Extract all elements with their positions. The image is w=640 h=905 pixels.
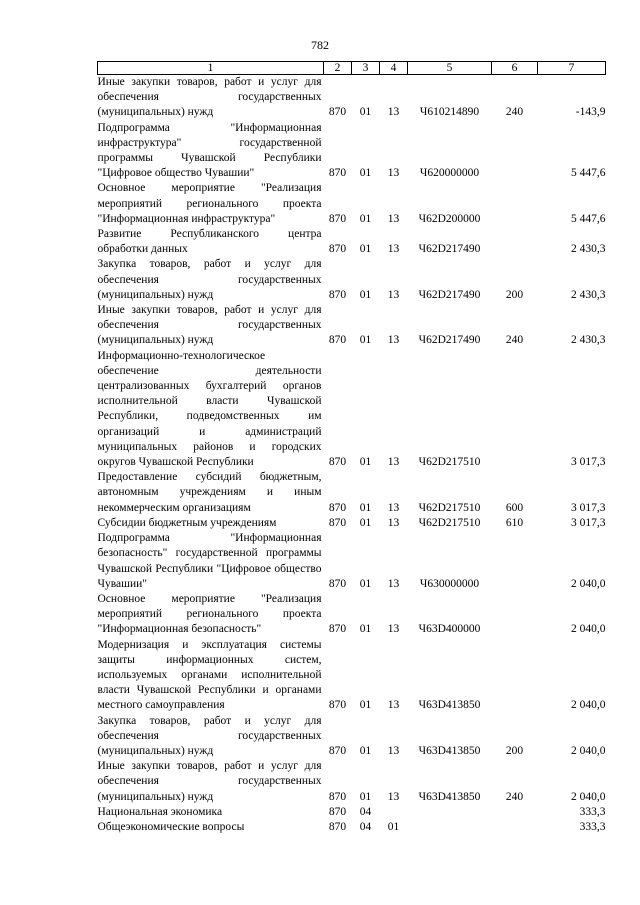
page-number: 782: [311, 38, 329, 52]
item-name-cell: Закупка товаров, работ и услуг для обеспечения государственных (муниципальных) нужд: [97, 258, 322, 301]
expense-type-cell: [492, 820, 538, 835]
table-row: [98, 531, 606, 592]
subsection-cell: 01: [387, 820, 400, 833]
subsection-cell: 13: [387, 516, 400, 529]
subsection-cell: 13: [387, 501, 400, 514]
subsection-cell: 13: [387, 243, 400, 256]
section-cell: 01: [359, 790, 372, 803]
subsection-cell: 13: [387, 456, 400, 469]
table-row: [98, 592, 606, 638]
expense-type-cell: 240: [505, 790, 524, 803]
item-name-cell: Модернизация и эксплуатация системы защиты информационных систем, используемых органами исполнительной власти Чувашской Республики и органами местного самоуправления: [97, 638, 322, 712]
item-name-cell: Субсидии бюджетным учреждениям: [97, 516, 277, 529]
ministry-code-cell: 870: [328, 167, 347, 180]
section-cell: 01: [359, 243, 372, 256]
ministry-code-cell: 870: [328, 106, 347, 119]
header-row: [98, 62, 606, 75]
expense-type-cell: 610: [505, 516, 524, 529]
expense-type-cell: [492, 227, 538, 257]
item-name-cell: Подпрограмма "Информационная безопасность" государственной программы Чувашской Республики "Цифровое общество Чувашии": [97, 532, 322, 590]
section-cell: 04: [359, 805, 372, 818]
table-row: [98, 303, 606, 349]
target-article-cell: Ч62D200000: [418, 212, 481, 225]
target-article-cell: [408, 820, 492, 835]
ministry-code-cell: 870: [328, 243, 347, 256]
table-row: [98, 714, 606, 760]
item-name-cell: Иные закупки товаров, работ и услуг для обеспечения государственных (муниципальных) нужд: [97, 76, 322, 119]
expense-type-cell: [492, 531, 538, 592]
section-cell: 01: [359, 334, 372, 347]
expense-type-cell: [492, 805, 538, 820]
ministry-code-cell: 870: [328, 516, 347, 529]
table-row: [98, 181, 606, 227]
header-cell: 2: [324, 62, 352, 75]
expense-type-cell: [492, 349, 538, 471]
amount-cell: 3 017,3: [571, 501, 606, 514]
item-name-cell: Иные закупки товаров, работ и услуг для обеспечения государственных (муниципальных) нужд: [97, 760, 322, 803]
target-article-cell: Ч610214890: [419, 106, 480, 119]
target-article-cell: Ч62D217510: [418, 456, 481, 469]
amount-cell: -143,9: [575, 106, 606, 119]
ministry-code-cell: 870: [328, 501, 347, 514]
subsection-cell: 13: [387, 744, 400, 757]
table-row: [98, 470, 606, 516]
header-cell: 3: [352, 62, 380, 75]
expense-type-cell: 200: [505, 288, 524, 301]
ministry-code-cell: 870: [328, 820, 347, 833]
table-row: [98, 349, 606, 471]
expense-type-cell: [492, 592, 538, 638]
expense-type-cell: 200: [505, 744, 524, 757]
item-name-cell: Информационно-технологическое обеспечение деятельности централизованных бухгалтерий органов исполнительной власти Чувашской Республики, подведомственных им организаций и администраций муниципальных районов и городских округов Чувашской Республики: [97, 349, 322, 469]
section-cell: 01: [359, 516, 372, 529]
amount-cell: 2 040,0: [571, 699, 606, 712]
target-article-cell: Ч620000000: [419, 167, 480, 180]
section-cell: 01: [359, 456, 372, 469]
subsection-cell: 13: [387, 623, 400, 636]
amount-cell: 2 430,3: [571, 288, 606, 301]
expense-type-cell: [492, 121, 538, 182]
table-row: [98, 227, 606, 257]
ministry-code-cell: 870: [328, 805, 347, 818]
section-cell: 01: [359, 744, 372, 757]
amount-cell: 2 430,3: [571, 334, 606, 347]
table-row: [98, 257, 606, 303]
table-body: [98, 75, 606, 836]
item-name-cell: Развитие Республиканского центра обработки данных: [97, 228, 322, 256]
subsection-cell: 13: [387, 699, 400, 712]
target-article-cell: Ч62D217490: [418, 288, 481, 301]
amount-cell: 3 017,3: [571, 456, 606, 469]
amount-cell: 5 447,6: [571, 212, 606, 225]
item-name-cell: Национальная экономика: [97, 805, 223, 818]
ministry-code-cell: 870: [328, 577, 347, 590]
subsection-cell: 13: [387, 790, 400, 803]
section-cell: 01: [359, 623, 372, 636]
amount-cell: 2 040,0: [571, 790, 606, 803]
expense-type-cell: 240: [505, 106, 524, 119]
expense-type-cell: [492, 638, 538, 714]
header-cell: 1: [98, 62, 324, 75]
subsection-cell: 13: [387, 106, 400, 119]
amount-cell: 333,3: [579, 805, 606, 818]
table-row: [98, 516, 606, 531]
header-cell: 4: [380, 62, 408, 75]
section-cell: 01: [359, 501, 372, 514]
subsection-cell: [380, 805, 408, 820]
target-article-cell: Ч62D217510: [418, 516, 481, 529]
amount-cell: 2 040,0: [571, 577, 606, 590]
subsection-cell: 13: [387, 167, 400, 180]
target-article-cell: Ч63D413850: [418, 744, 481, 757]
amount-cell: 2 040,0: [571, 623, 606, 636]
ministry-code-cell: 870: [328, 699, 347, 712]
item-name-cell: Иные закупки товаров, работ и услуг для обеспечения государственных (муниципальных) нужд: [97, 304, 322, 347]
section-cell: 01: [359, 699, 372, 712]
target-article-cell: Ч63D400000: [418, 623, 481, 636]
target-article-cell: Ч62D217490: [418, 243, 481, 256]
item-name-cell: Подпрограмма "Информационная инфраструктура" государственной программы Чувашской Республики "Цифровое общество Чувашии": [97, 121, 322, 180]
table-row: [98, 820, 606, 835]
expense-type-cell: 600: [505, 501, 524, 514]
target-article-cell: Ч62D217490: [418, 334, 481, 347]
expense-type-cell: 240: [505, 334, 524, 347]
amount-cell: 333,3: [579, 820, 606, 833]
ministry-code-cell: 870: [328, 790, 347, 803]
subsection-cell: 13: [387, 334, 400, 347]
target-article-cell: Ч630000000: [419, 577, 480, 590]
table-row: [98, 75, 606, 121]
target-article-cell: Ч63D413850: [418, 790, 481, 803]
amount-cell: 2 430,3: [571, 243, 606, 256]
amount-cell: 3 017,3: [571, 516, 606, 529]
table-row: [98, 121, 606, 182]
ministry-code-cell: 870: [328, 288, 347, 301]
item-name-cell: Общеэкономические вопросы: [97, 820, 245, 833]
table-row: [98, 759, 606, 805]
item-name-cell: Закупка товаров, работ и услуг для обеспечения государственных (муниципальных) нужд: [97, 714, 322, 757]
subsection-cell: 13: [387, 577, 400, 590]
ministry-code-cell: 870: [328, 623, 347, 636]
amount-cell: 5 447,6: [571, 167, 606, 180]
ministry-code-cell: 870: [328, 212, 347, 225]
table-row: [98, 805, 606, 820]
target-article-cell: [408, 805, 492, 820]
section-cell: 04: [359, 820, 372, 833]
section-cell: 01: [359, 212, 372, 225]
amount-cell: 2 040,0: [571, 744, 606, 757]
target-article-cell: Ч62D217510: [418, 501, 481, 514]
section-cell: 01: [359, 106, 372, 119]
target-article-cell: Ч63D413850: [418, 699, 481, 712]
ministry-code-cell: 870: [328, 744, 347, 757]
item-name-cell: Предоставление субсидий бюджетным, автономным учреждениям и иным некоммерческим организациям: [97, 471, 322, 514]
ministry-code-cell: 870: [328, 456, 347, 469]
table-row: [98, 638, 606, 714]
header-cell: 7: [538, 62, 606, 75]
item-name-cell: Основное мероприятие "Реализация мероприятий регионального проекта "Информационная безопасность": [97, 592, 322, 636]
budget-table: [97, 61, 606, 835]
expense-type-cell: [492, 181, 538, 227]
ministry-code-cell: 870: [328, 334, 347, 347]
subsection-cell: 13: [387, 212, 400, 225]
subsection-cell: 13: [387, 288, 400, 301]
section-cell: 01: [359, 167, 372, 180]
section-cell: 01: [359, 577, 372, 590]
header-cell: 6: [492, 62, 538, 75]
section-cell: 01: [359, 288, 372, 301]
header-cell: 5: [408, 62, 492, 75]
item-name-cell: Основное мероприятие "Реализация мероприятий регионального проекта "Информационная инфраструктура": [97, 182, 322, 225]
